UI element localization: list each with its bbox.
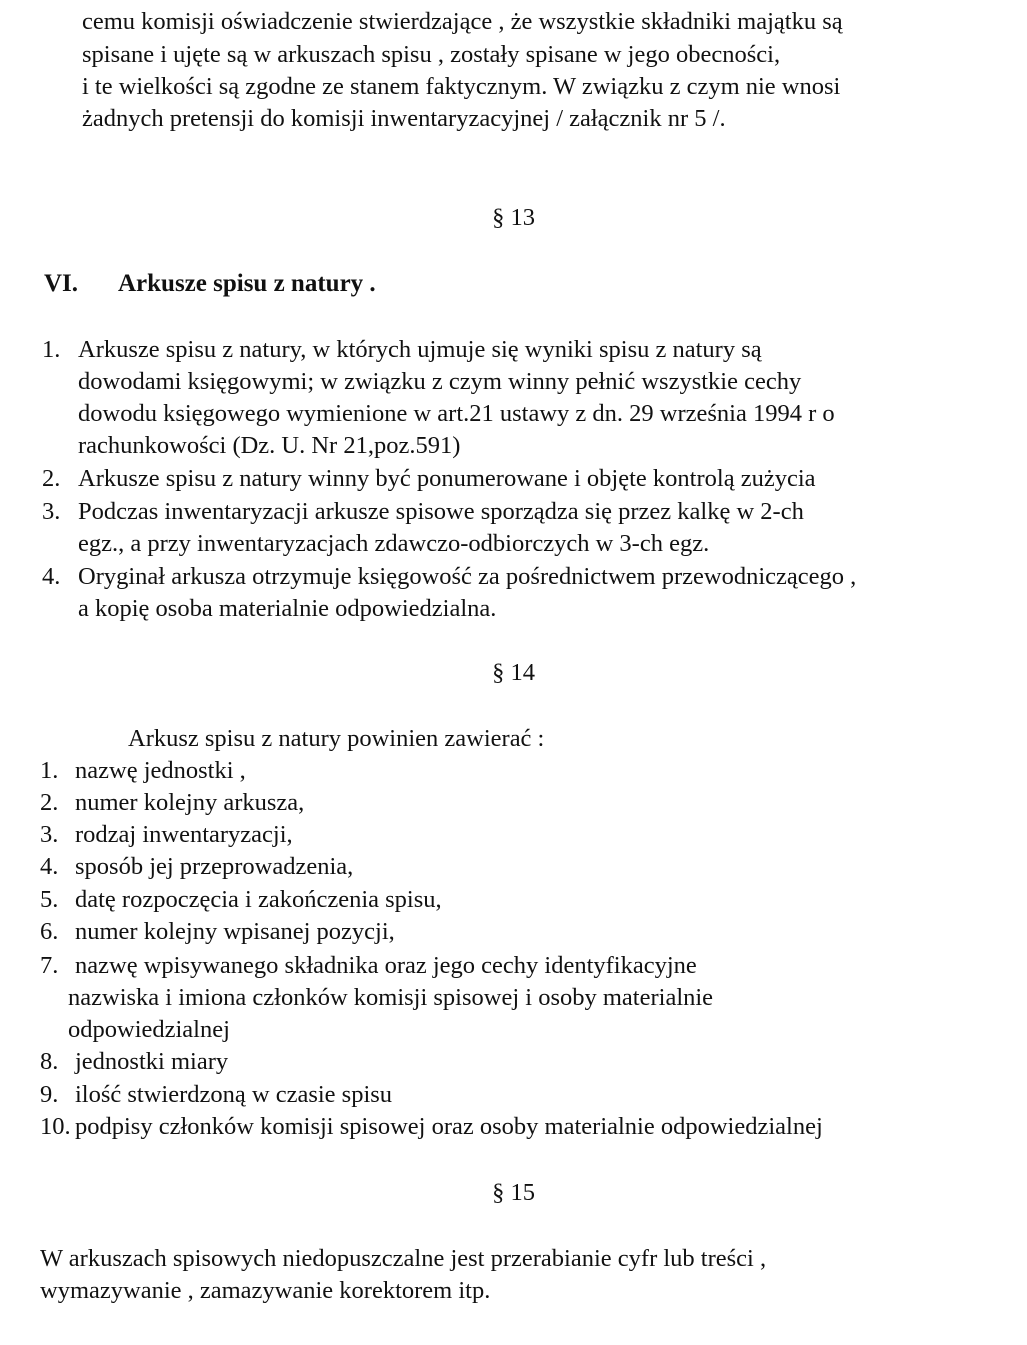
intro-line-2: spisane i ujęte są w arkuszach spisu , zostały spisane w jego obecności, xyxy=(82,41,781,68)
intro-line-3: i te wielkości są zgodne ze stanem faktycznym. W związku z czym nie wnosi xyxy=(82,73,841,100)
s14-intro: Arkusz spisu z natury powinien zawierać : xyxy=(128,725,545,752)
s13-item-2-number: 2. xyxy=(42,465,61,492)
s14-item-6-number: 6. xyxy=(40,918,59,945)
s15-line-1: W arkuszach spisowych niedopuszczalne jest przerabianie cyfr lub treści , xyxy=(40,1245,767,1272)
s13-item-3-number: 3. xyxy=(42,498,61,525)
s14-item-10-number: 10. xyxy=(40,1113,71,1140)
section-15-mark: § 15 xyxy=(492,1179,535,1206)
s14-item-7-line-3: odpowiedzialnej xyxy=(68,1016,230,1043)
s14-item-3-text: rodzaj inwentaryzacji, xyxy=(75,821,293,848)
s14-item-1-text: nazwę jednostki , xyxy=(75,757,246,784)
section-13-mark: § 13 xyxy=(492,204,535,231)
section-14-mark: § 14 xyxy=(492,659,535,686)
s14-item-5-text: datę rozpoczęcia i zakończenia spisu, xyxy=(75,886,442,913)
s13-item-1-line-2: dowodami księgowymi; w związku z czym winny pełnić wszystkie cechy xyxy=(78,368,802,395)
s14-item-8-text: jednostki miary xyxy=(75,1048,229,1075)
s14-item-10-text: podpisy członków komisji spisowej oraz osoby materialnie odpowiedzialnej xyxy=(75,1113,823,1140)
s14-item-7-line-1: nazwę wpisywanego składnika oraz jego cechy identyfikacyjne xyxy=(75,952,697,979)
intro-line-4: żadnych pretensji do komisji inwentaryzacyjnej / załącznik nr 5 /. xyxy=(82,105,726,132)
s13-item-3-line-1: Podczas inwentaryzacji arkusze spisowe sporządza się przez kalkę w 2-ch xyxy=(78,498,804,525)
s14-item-9-number: 9. xyxy=(40,1081,59,1108)
s14-item-2-number: 2. xyxy=(40,789,59,816)
s13-item-1-number: 1. xyxy=(42,336,61,363)
s13-item-1-line-4: rachunkowości (Dz. U. Nr 21,poz.591) xyxy=(78,432,461,459)
s13-item-1-line-3: dowodu księgowego wymienione w art.21 ustawy z dn. 29 września 1994 r o xyxy=(78,400,835,427)
s14-item-2-text: numer kolejny arkusza, xyxy=(75,789,305,816)
s13-item-2-line-1: Arkusze spisu z natury winny być ponumerowane i objęte kontrolą zużycia xyxy=(78,465,816,492)
s14-item-3-number: 3. xyxy=(40,821,59,848)
s14-item-4-number: 4. xyxy=(40,853,59,880)
chapter-title: Arkusze spisu z natury . xyxy=(118,270,376,297)
s14-item-5-number: 5. xyxy=(40,886,59,913)
s14-item-7-number: 7. xyxy=(40,952,59,979)
s14-item-7-line-2: nazwiska i imiona członków komisji spisowej i osoby materialnie xyxy=(68,984,714,1011)
s14-item-1-number: 1. xyxy=(40,757,59,784)
s13-item-3-line-2: egz., a przy inwentaryzacjach zdawczo-odbiorczych w 3-ch egz. xyxy=(78,530,710,557)
s14-item-6-text: numer kolejny wpisanej pozycji, xyxy=(75,918,395,945)
s14-item-8-number: 8. xyxy=(40,1048,59,1075)
s13-item-4-line-1: Oryginał arkusza otrzymuje księgowość za pośrednictwem przewodniczącego , xyxy=(78,563,857,590)
s13-item-4-line-2: a kopię osoba materialnie odpowiedzialna. xyxy=(78,595,497,622)
s13-item-4-number: 4. xyxy=(42,563,61,590)
intro-line-1: cemu komisji oświadczenie stwierdzające , że wszystkie składniki majątku są xyxy=(82,8,843,35)
s13-item-1-line-1: Arkusze spisu z natury, w których ujmuje się wyniki spisu z natury są xyxy=(78,336,762,363)
s14-item-9-text: ilość stwierdzoną w czasie spisu xyxy=(75,1081,393,1108)
s15-line-2: wymazywanie , zamazywanie korektorem itp. xyxy=(40,1277,491,1304)
chapter-roman-numeral: VI. xyxy=(44,270,79,297)
s14-item-4-text: sposób jej przeprowadzenia, xyxy=(75,853,354,880)
